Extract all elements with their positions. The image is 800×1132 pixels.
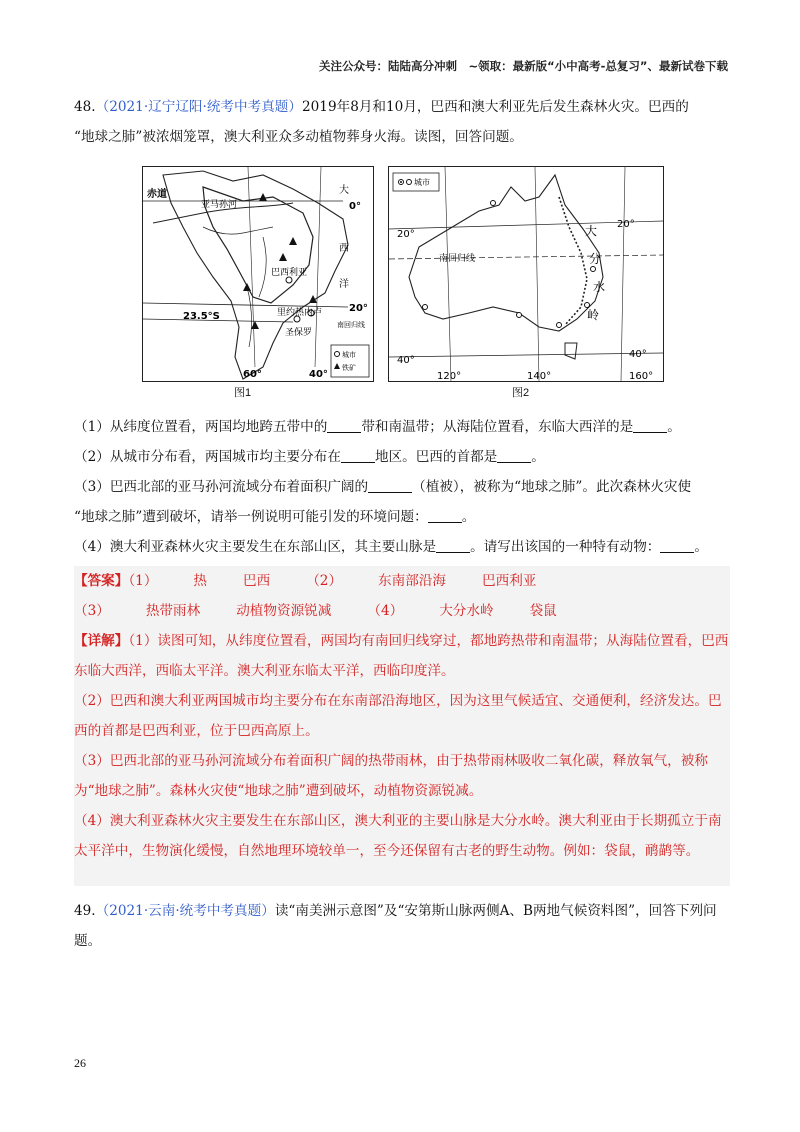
detail-2: （2）巴西和澳大利亚两国城市均主要分布在东南部沿海地区，因为这里气候适宜、交通便利，经济发达。巴西的首都是巴西利亚，位于巴西高原上。 — [74, 693, 722, 739]
equator-label: 赤道 — [147, 189, 167, 200]
sub1-text-b: 带和南温带；从海陆位置看，东临大西洋的是 — [361, 419, 634, 435]
answer-line-1 — [74, 566, 730, 596]
range-char-4: 岭 — [587, 308, 600, 322]
sub4-text-b: 。请写出该国的一种特有动物： — [470, 539, 661, 555]
sub1-text-a: （1）从纬度位置看，两国均地跨五带中的 — [74, 419, 328, 435]
lon-140-label: 140° — [527, 371, 552, 381]
question-48-subquestions — [74, 412, 730, 562]
answer-item: 东南部沿海 — [378, 573, 447, 589]
answer-label: 【答案】 — [74, 573, 129, 589]
lon-160-label: 160° — [629, 371, 654, 381]
answer-blank — [633, 416, 667, 433]
lon-60-label: 60° — [243, 369, 262, 380]
detail-label: 【详解】 — [74, 633, 129, 649]
detail-4: （4）澳大利亚森林火灾主要发生在东部山区，澳大利亚的主要山脉是大分水岭。澳大利亚由于长期孤立于南太平洋中，生物演化缓慢，自然地理环境较单一，至今还保留有古老的野生动物。例如：袋鼠，鸸鹋等。 — [74, 813, 722, 859]
tropic-label: 南回归线 — [337, 321, 365, 329]
answer-blank — [368, 476, 412, 493]
sub3-text-c: “地球之肺”遭到破坏，请举一例说明可能引发的环境问题： — [74, 509, 428, 525]
subquestion-4 — [74, 532, 730, 562]
lat-40-right: 40° — [629, 349, 647, 360]
question-number-49: 49. — [74, 903, 96, 919]
ocean-label-2: 西 — [339, 243, 349, 254]
answer-line-2 — [74, 596, 730, 626]
subquestion-3 — [74, 472, 730, 502]
question-source-49: （2021·云南·统考中考真题） — [95, 903, 275, 919]
lat-20-right: 20° — [617, 219, 635, 230]
detail-1 — [74, 626, 730, 686]
answer-item: 热 — [193, 573, 208, 589]
tropic-degree-label: 23.5°S — [183, 311, 220, 322]
answer-item: 巴西利亚 — [482, 573, 537, 589]
answer-section — [74, 566, 730, 886]
page-header: 关注公众号：陆陆高分冲刺 ~领取：最新版“小中高考-总复习”、最新试卷下载 — [318, 59, 728, 73]
stem-line-2: “地球之肺”被浓烟笼罩，澳大利亚众多动植物葬身火海。读图，回答问题。 — [74, 129, 523, 145]
figure-2-caption: 图2 — [512, 387, 530, 399]
answer-item: （3） — [74, 603, 110, 619]
legend-city-label: 城市 — [342, 351, 356, 359]
page-number: 26 — [74, 1056, 86, 1070]
legend-city-label-2: 城市 — [414, 178, 430, 187]
ocean-label-1: 大 — [339, 185, 349, 196]
answer-item: 动植物资源锐减 — [236, 603, 332, 619]
amazon-label: 亚马孙河 — [201, 200, 238, 210]
sub3-text-b: （植被），被称为“地球之肺”。此次森林火灾使 — [412, 479, 692, 495]
question-source: （2021·辽宁辽阳·统考中考真题） — [95, 99, 302, 115]
answer-item: 大分水岭 — [439, 603, 494, 619]
stem-line-1: 2019年8月和10月，巴西和澳大利亚先后发生森林火灾。巴西的 — [302, 99, 689, 115]
subquestion-2 — [74, 442, 730, 472]
subquestion-3-cont — [74, 502, 730, 532]
saopaulo-label: 圣保罗 — [285, 328, 313, 338]
answer-blank — [497, 446, 531, 463]
answer-item: 袋鼠 — [529, 603, 557, 619]
sub1-text-c: 。 — [667, 419, 681, 435]
answer-blank — [660, 536, 694, 553]
answer-item: （2） — [306, 573, 343, 589]
range-char-3: 水 — [593, 280, 606, 294]
brasilia-label: 巴西利亚 — [271, 268, 308, 278]
sub4-text-a: （4）澳大利亚森林火灾主要发生在东部山区，其主要山脉是 — [74, 539, 437, 555]
answer-blank — [327, 416, 361, 433]
answer-blank — [428, 506, 462, 523]
answer-item: （4） — [367, 603, 404, 619]
lat-20-left: 20° — [397, 229, 415, 240]
question-number: 48. — [74, 99, 96, 115]
lat-40-left: 40° — [397, 355, 415, 366]
answer-blank — [436, 536, 470, 553]
sub2-text-b: 地区。巴西的首都是 — [374, 449, 498, 465]
subquestion-1 — [74, 412, 730, 442]
lat-20-label: 20° — [349, 303, 368, 314]
answer-item: （1） — [128, 573, 158, 589]
legend-mine-label: 铁矿 — [342, 364, 356, 372]
sub2-text-a: （2）从城市分布看，两国城市均主要分布在 — [74, 449, 341, 465]
detail-1-text: （1）读图可知，从纬度位置看，两国均有南回归线穿过，都地跨热带和南温带；从海陆位置看，巴西东临大西洋，西临太平洋。澳大利亚东临太平洋，西临印度洋。 — [74, 633, 729, 679]
map-brazil — [142, 166, 374, 382]
sub3-text-a: （3）巴西北部的亚马孙河流域分布着面积广阔的 — [74, 479, 369, 495]
sub3-text-d: 。 — [461, 509, 476, 525]
range-char-2: 分 — [589, 252, 602, 266]
tropic-label-2: 南回归线 — [439, 254, 476, 264]
lat-0-label: 0° — [349, 201, 361, 212]
detail-3: （3）巴西北部的亚马孙河流域分布着面积广阔的热带雨林，由于热带雨林吸收二氧化碳，释放氧气，被称为“地球之肺”。森林火灾使“地球之肺”遭到破坏，动植物资源锐减。 — [74, 753, 708, 799]
map-australia-svg — [389, 167, 663, 381]
figure-maps — [142, 166, 662, 398]
map-brazil-svg — [143, 167, 373, 381]
question-49 — [74, 896, 730, 956]
range-char-1: 大 — [585, 224, 598, 238]
question-49-stem: 读“南美洲示意图”及“安第斯山脉两侧A、B两地气候资料图”，回答下列问题。 — [74, 903, 717, 949]
figure-1-caption: 图1 — [234, 387, 252, 399]
map-australia — [388, 166, 664, 382]
ocean-label-3: 洋 — [339, 279, 349, 290]
answer-blank — [341, 446, 375, 463]
rio-label: 里约热内卢 — [277, 308, 323, 318]
lon-120-label: 120° — [437, 371, 462, 381]
answer-item: 巴西 — [243, 573, 271, 589]
answer-item: 热带雨林 — [145, 603, 201, 619]
sub4-text-c: 。 — [694, 539, 708, 555]
question-48-stem — [74, 92, 730, 152]
lon-40-label: 40° — [309, 369, 328, 380]
sub2-text-c: 。 — [531, 449, 545, 465]
